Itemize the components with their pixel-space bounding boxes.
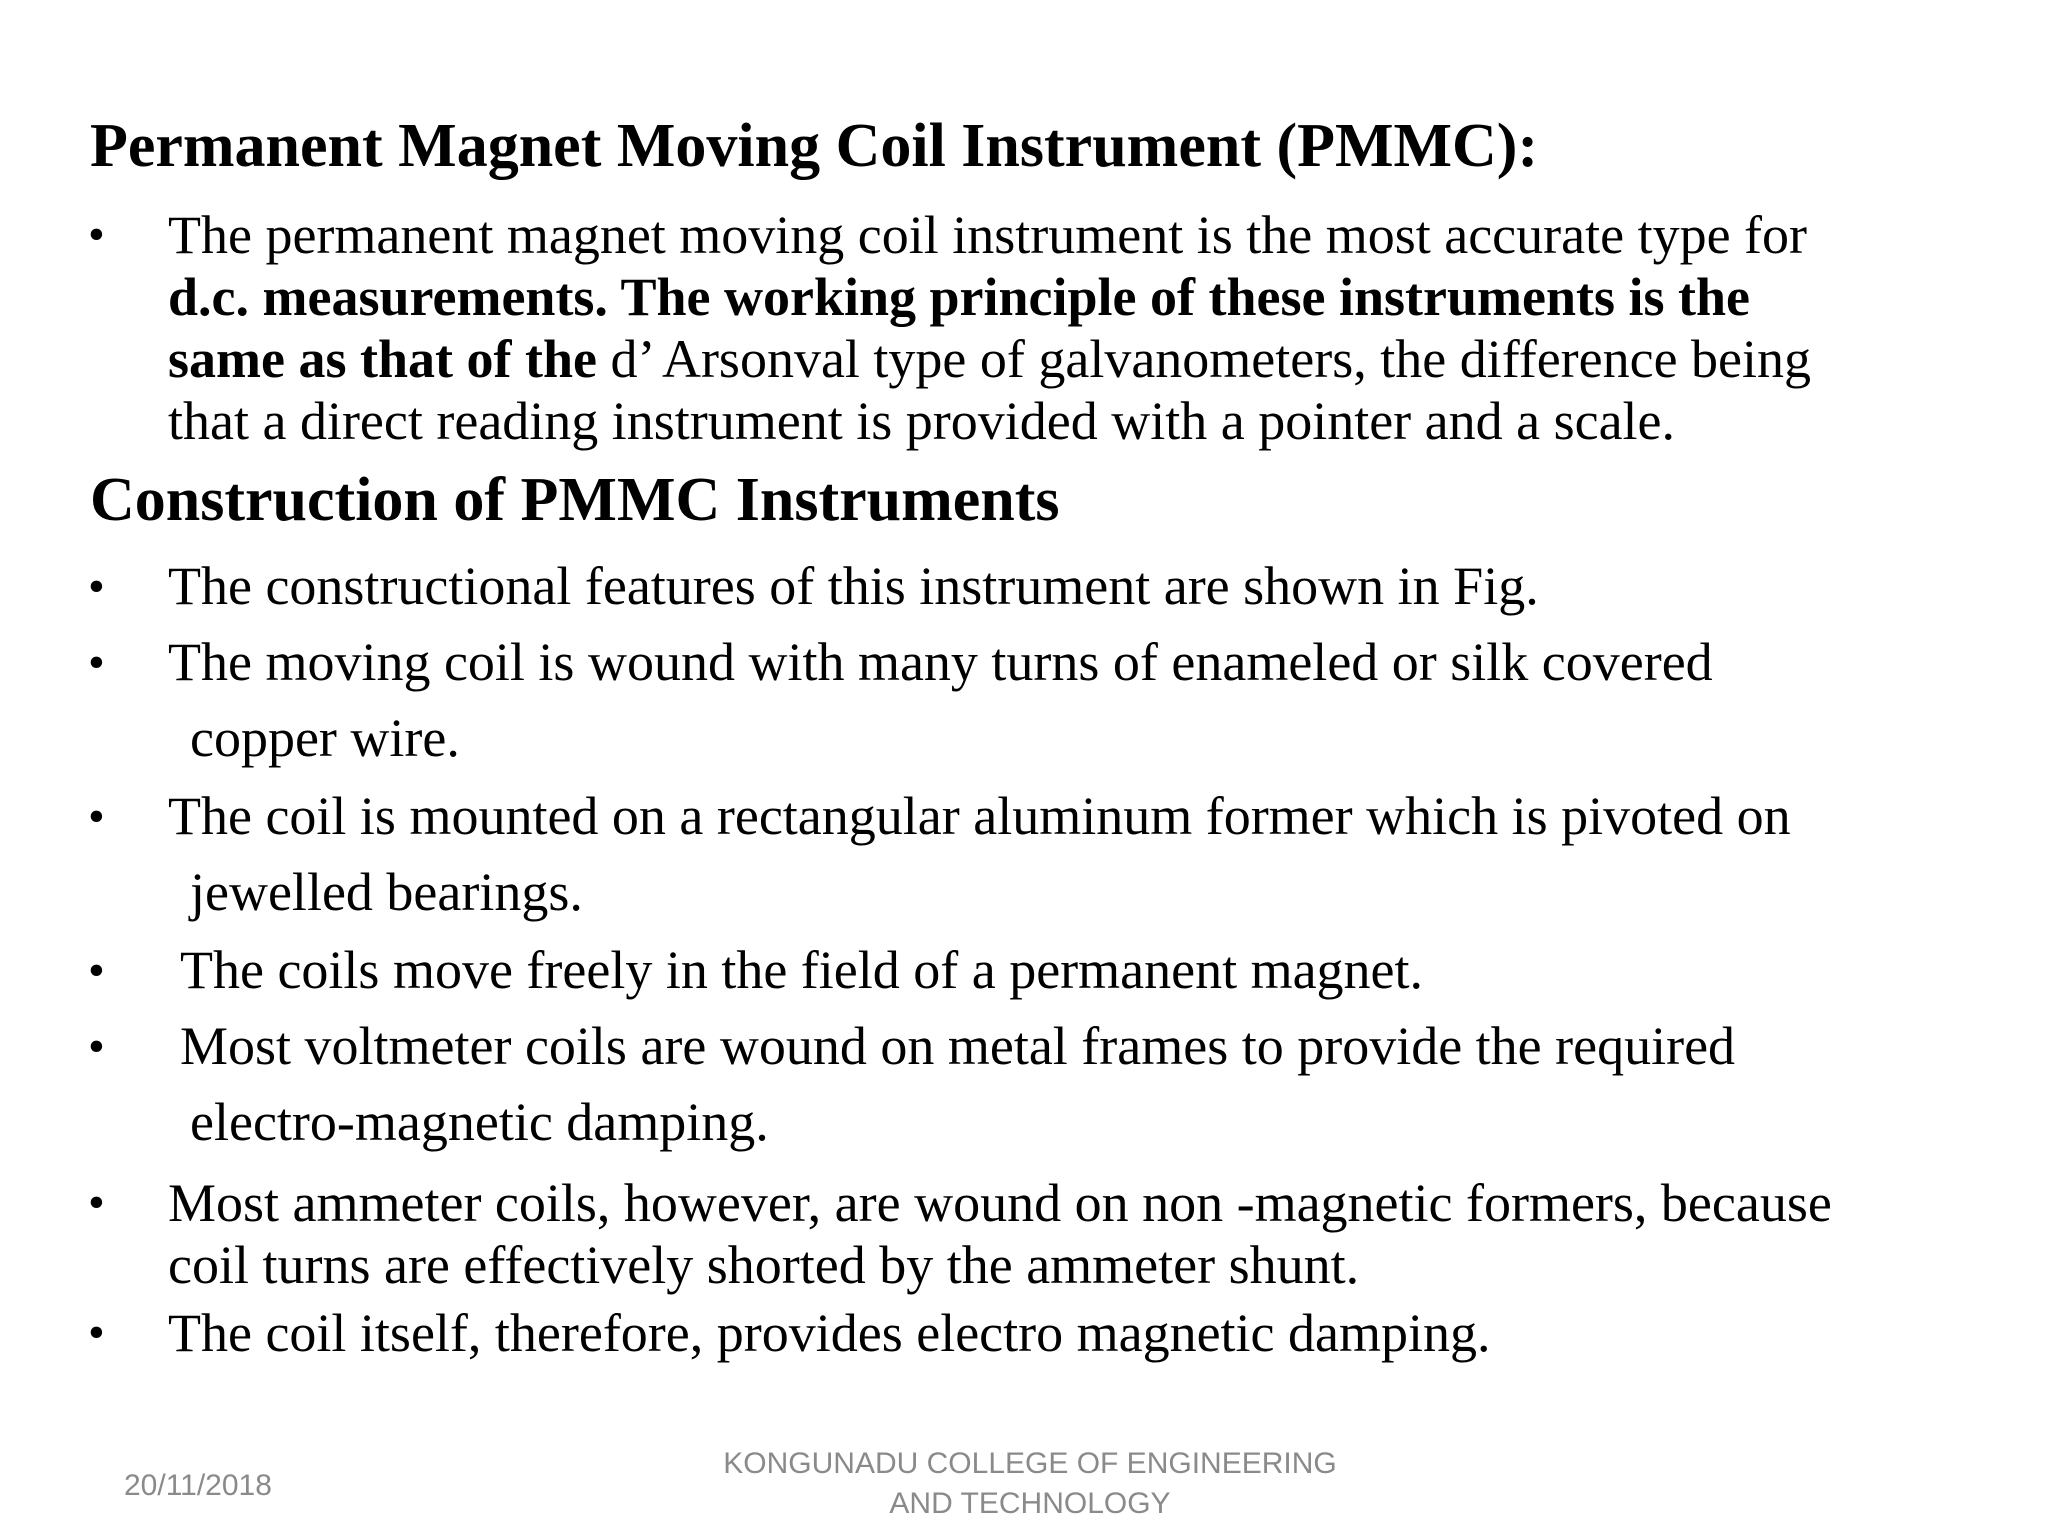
bullet-dot: • [88,1176,105,1229]
list-item-text [168,1008,1968,1160]
bullet-dot: • [88,1020,105,1073]
intro-line-3 [168,328,1968,390]
section-title-pmmc: Permanent Magnet Moving Coil Instrument (PMMC): [90,112,1539,180]
section-title-construction: Construction of PMMC Instruments [90,466,1060,534]
intro-line-3-bold: same as that of the [168,329,597,389]
footer-org-line-2: AND TECHNOLOGY [889,1487,1171,1520]
intro-line-1: The permanent magnet moving coil instrument is the most accurate type for [168,205,1808,265]
list-item-line: The coil is mounted on a rectangular aluminum former which is pivoted on [168,786,1791,846]
list-item-line: copper wire. [190,708,460,768]
list-item-text [168,1302,1968,1364]
list-item-text [168,932,1968,1008]
list-item-line: The moving coil is wound with many turns of enameled or silk covered [168,632,1713,692]
bullet-dot: • [88,1306,105,1359]
footer-date: 20/11/2018 [124,1469,272,1502]
list-item-text [168,624,1968,776]
bullet-dot: • [88,208,105,261]
list-item-line: The constructional features of this instrument are shown in Fig. [168,556,1539,616]
intro-bullet-text [168,204,1968,452]
list-item-line: The coils move freely in the field of a permanent magnet. [180,940,1424,1000]
list-item-text [168,548,1968,624]
intro-line-2: d.c. measurements. The working principle of these instruments is the [168,267,1750,327]
bullet-dot: • [88,560,105,613]
intro-line-3-rest: d’ Arsonval type of galvanometers, the difference being [596,329,1812,389]
bullet-dot: • [88,790,105,843]
intro-line-4: that a direct reading instrument is provided with a pointer and a scale. [168,391,1676,451]
list-item-text [168,778,1968,930]
list-item-text [168,1172,1968,1296]
list-item-line: The coil itself, therefore, provides electro magnetic damping. [168,1303,1491,1363]
bullet-dot: • [88,944,105,997]
list-item-line: coil turns are effectively shorted by the ammeter shunt. [168,1235,1360,1295]
list-item-line: Most voltmeter coils are wound on metal frames to provide the required [180,1016,1736,1076]
list-item-line: Most ammeter coils, however, are wound on non -magnetic formers, because [168,1173,1832,1233]
list-item-line: jewelled bearings. [190,862,583,922]
list-item-line: electro-magnetic damping. [190,1092,769,1152]
footer-organization [680,1444,1380,1524]
footer-org-line-1: KONGUNADU COLLEGE OF ENGINEERING [723,1447,1337,1480]
bullet-dot: • [88,636,105,689]
